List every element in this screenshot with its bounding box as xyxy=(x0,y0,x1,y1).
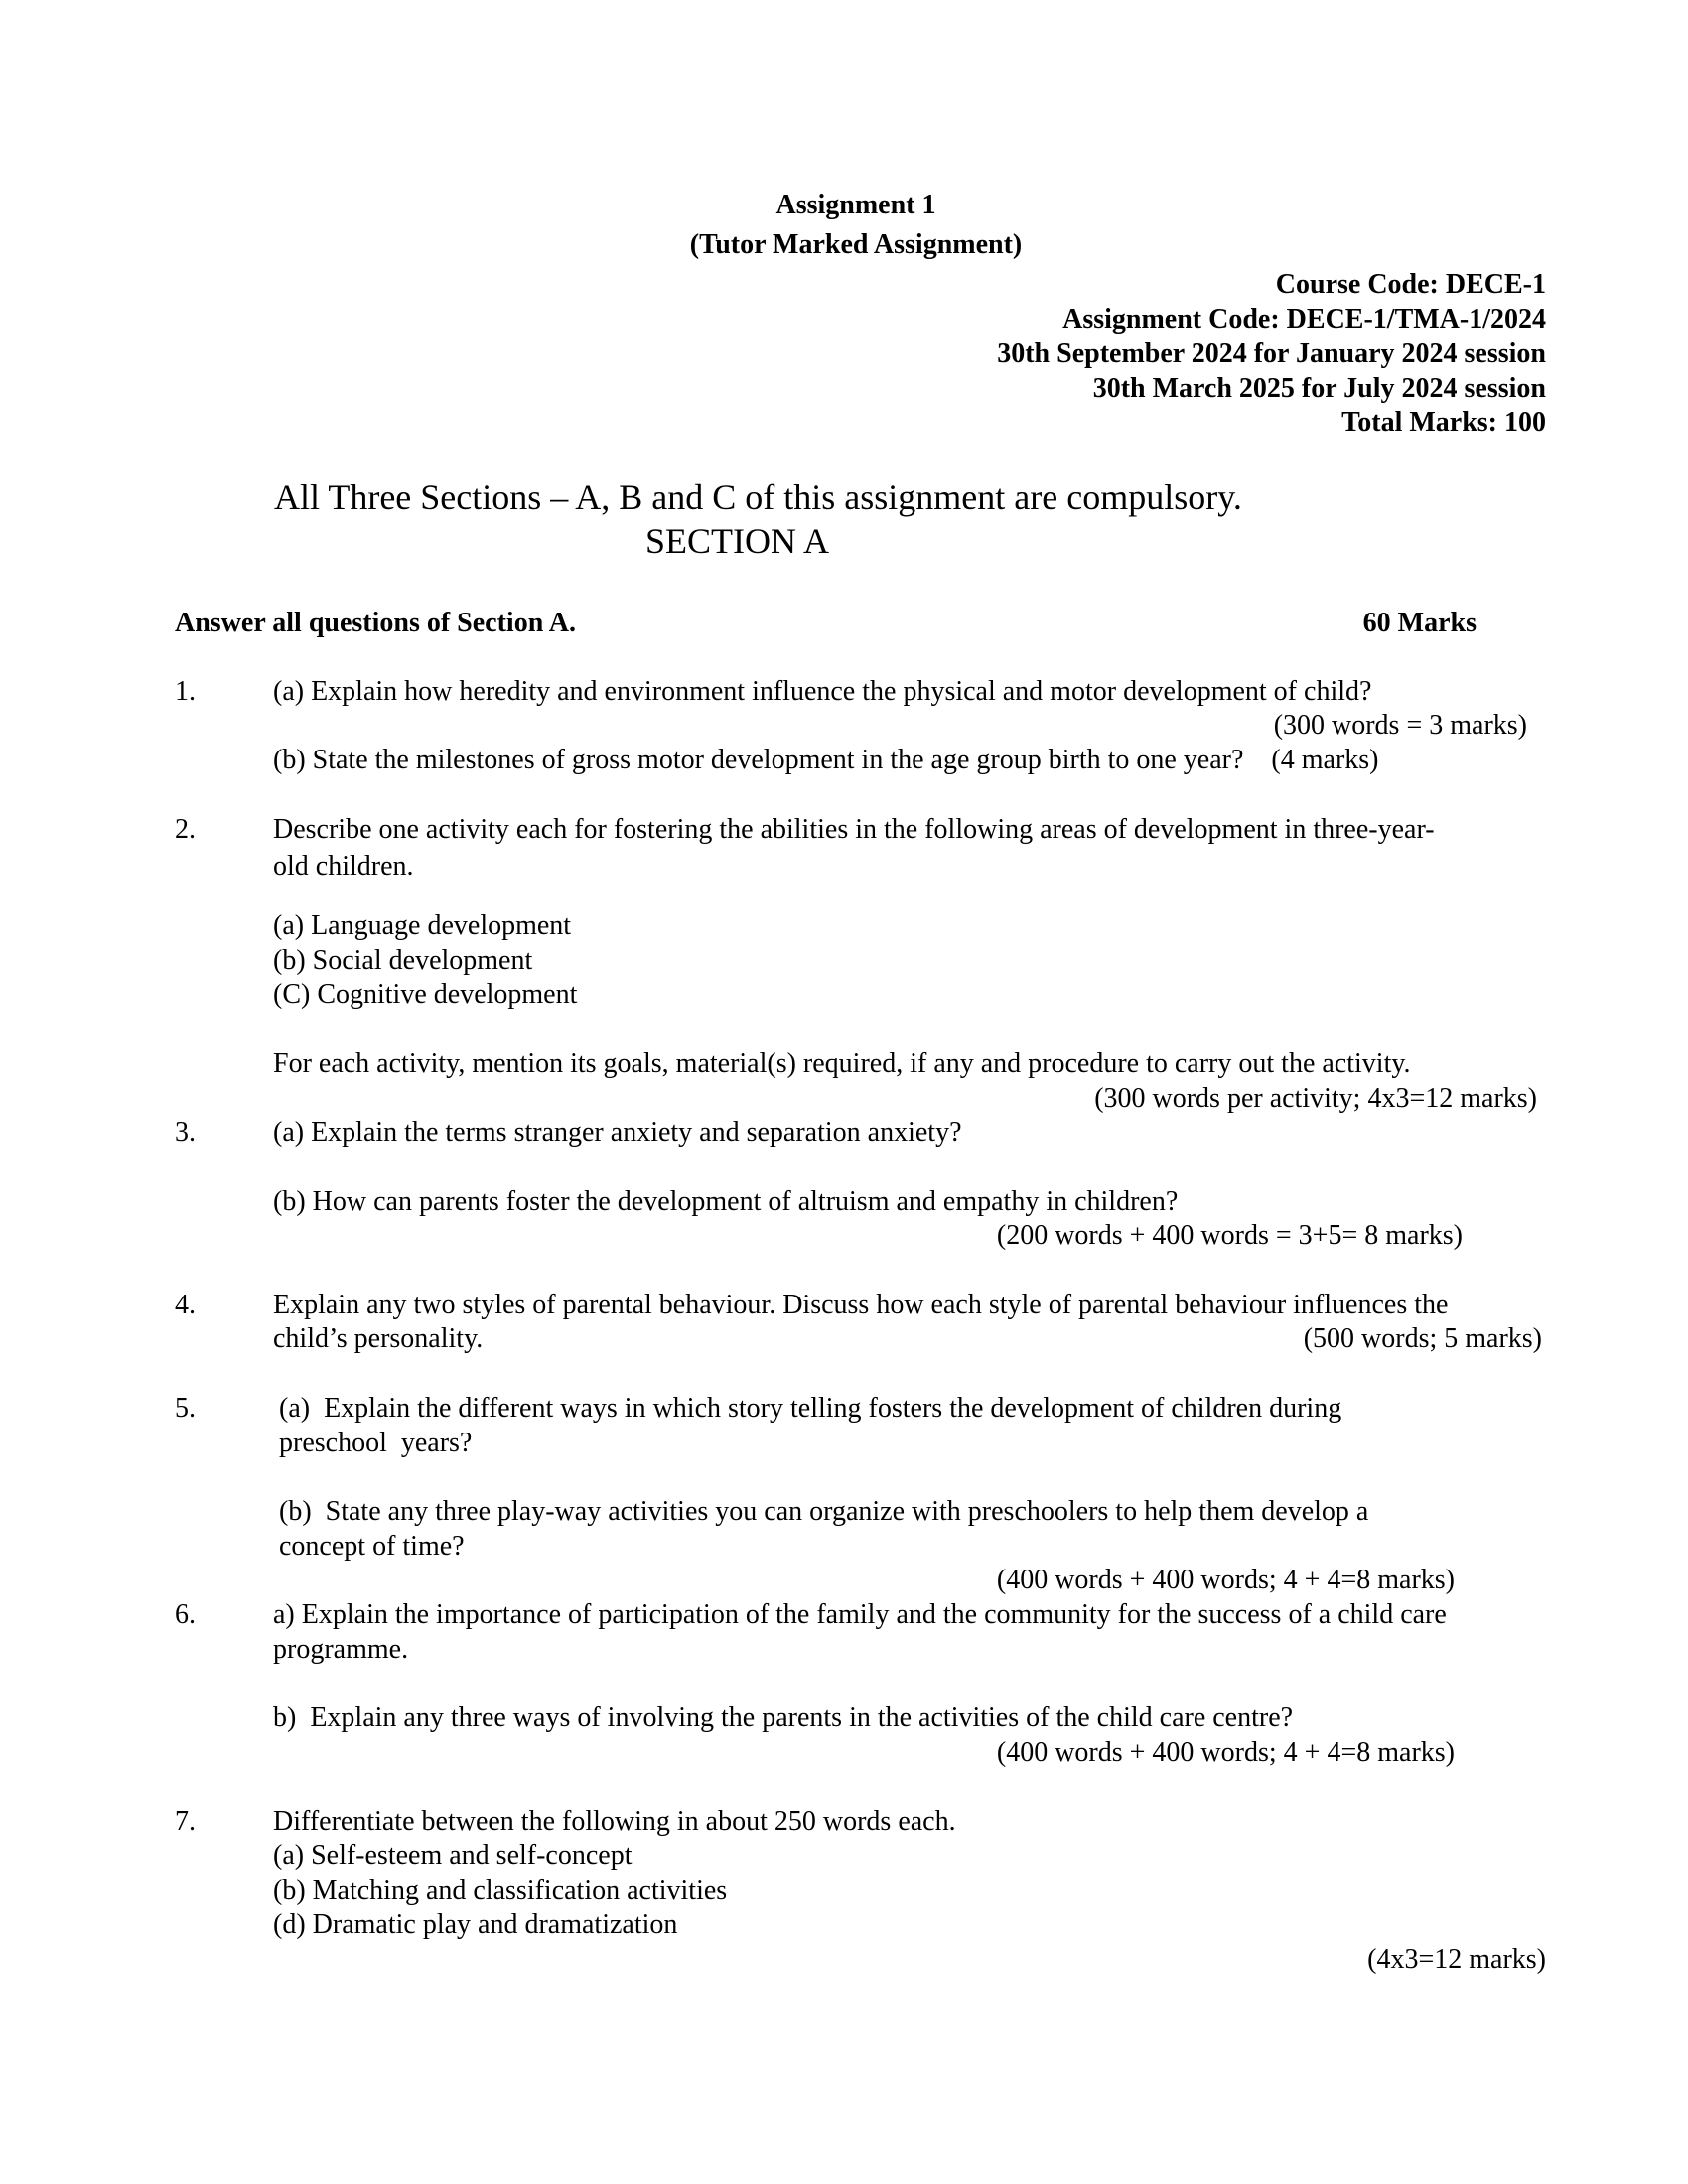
question-text: Describe one activity each for fostering the abilities in the following areas of development in three-year- xyxy=(273,814,1435,845)
sub-item: (b) Matching and classification activities xyxy=(273,1875,728,1906)
section-instruction: Answer all questions of Section A. xyxy=(175,608,576,638)
assignment-title: Assignment 1 xyxy=(775,190,936,220)
question-text: a) Explain the importance of participation of the family and the community for the success of a child care xyxy=(273,1599,1447,1630)
question-text: (a) Explain the different ways in which story telling fosters the development of children during xyxy=(279,1393,1342,1424)
question-marks: (300 words = 3 marks) xyxy=(1273,710,1527,741)
assignment-code: Assignment Code: DECE-1/TMA-1/2024 xyxy=(1062,304,1546,335)
question-number: 5. xyxy=(175,1393,196,1424)
question-text: (b) State the milestones of gross motor development in the age group birth to one year? (4 marks) xyxy=(273,745,1379,775)
question-number: 3. xyxy=(175,1117,196,1148)
question-text: old children. xyxy=(273,851,414,882)
question-text: programme. xyxy=(273,1634,409,1665)
question-marks: (300 words per activity; 4x3=12 marks) xyxy=(1094,1083,1537,1114)
sub-item: (a) Self-esteem and self-concept xyxy=(273,1841,633,1871)
question-text: child’s personality. xyxy=(273,1323,484,1354)
total-marks: Total Marks: 100 xyxy=(1341,407,1546,438)
sub-item: (d) Dramatic play and dramatization xyxy=(273,1909,678,1940)
question-marks: (400 words + 400 words; 4 + 4=8 marks) xyxy=(996,1737,1455,1768)
course-code: Course Code: DECE-1 xyxy=(1275,269,1546,300)
question-text: Explain any two styles of parental behaviour. Discuss how each style of parental behaviour influences the xyxy=(273,1290,1449,1320)
question-text: (a) Explain how heredity and environment influence the physical and motor development of child? xyxy=(273,676,1372,707)
question-marks: (400 words + 400 words; 4 + 4=8 marks) xyxy=(996,1565,1455,1595)
question-text: Differentiate between the following in about 250 words each. xyxy=(273,1806,956,1837)
question-marks: (500 words; 5 marks) xyxy=(1303,1323,1542,1354)
question-text: preschool years? xyxy=(279,1428,473,1458)
question-text: (b) State any three play-way activities you can organize with preschoolers to help them develop a xyxy=(279,1496,1369,1527)
question-text: b) Explain any three ways of involving the parents in the activities of the child care centre? xyxy=(273,1703,1294,1733)
sub-item: (b) Social development xyxy=(273,945,533,976)
question-marks: (4x3=12 marks) xyxy=(1367,1944,1546,1975)
question-text: (b) How can parents foster the development of altruism and empathy in children? xyxy=(273,1186,1179,1217)
section-title: SECTION A xyxy=(645,521,830,561)
question-marks: (200 words + 400 words = 3+5= 8 marks) xyxy=(996,1220,1463,1251)
question-number: 7. xyxy=(175,1806,196,1837)
section-marks: 60 Marks xyxy=(1362,608,1477,638)
compulsory-instruction: All Three Sections – A, B and C of this assignment are compulsory. xyxy=(274,478,1242,517)
question-number: 2. xyxy=(175,814,196,845)
deadline-july-session: 30th March 2025 for July 2024 session xyxy=(1092,373,1546,404)
question-number: 1. xyxy=(175,676,196,707)
question-text: (a) Explain the terms stranger anxiety and separation anxiety? xyxy=(273,1117,962,1148)
question-number: 6. xyxy=(175,1599,196,1630)
assignment-subtitle: (Tutor Marked Assignment) xyxy=(689,229,1023,260)
question-text: concept of time? xyxy=(279,1531,465,1562)
question-number: 4. xyxy=(175,1290,196,1320)
sub-item: (a) Language development xyxy=(273,910,572,941)
sub-item: (C) Cognitive development xyxy=(273,979,578,1010)
question-text: For each activity, mention its goals, material(s) required, if any and procedure to carry out the activity. xyxy=(273,1048,1411,1079)
deadline-january-session: 30th September 2024 for January 2024 session xyxy=(997,339,1546,369)
